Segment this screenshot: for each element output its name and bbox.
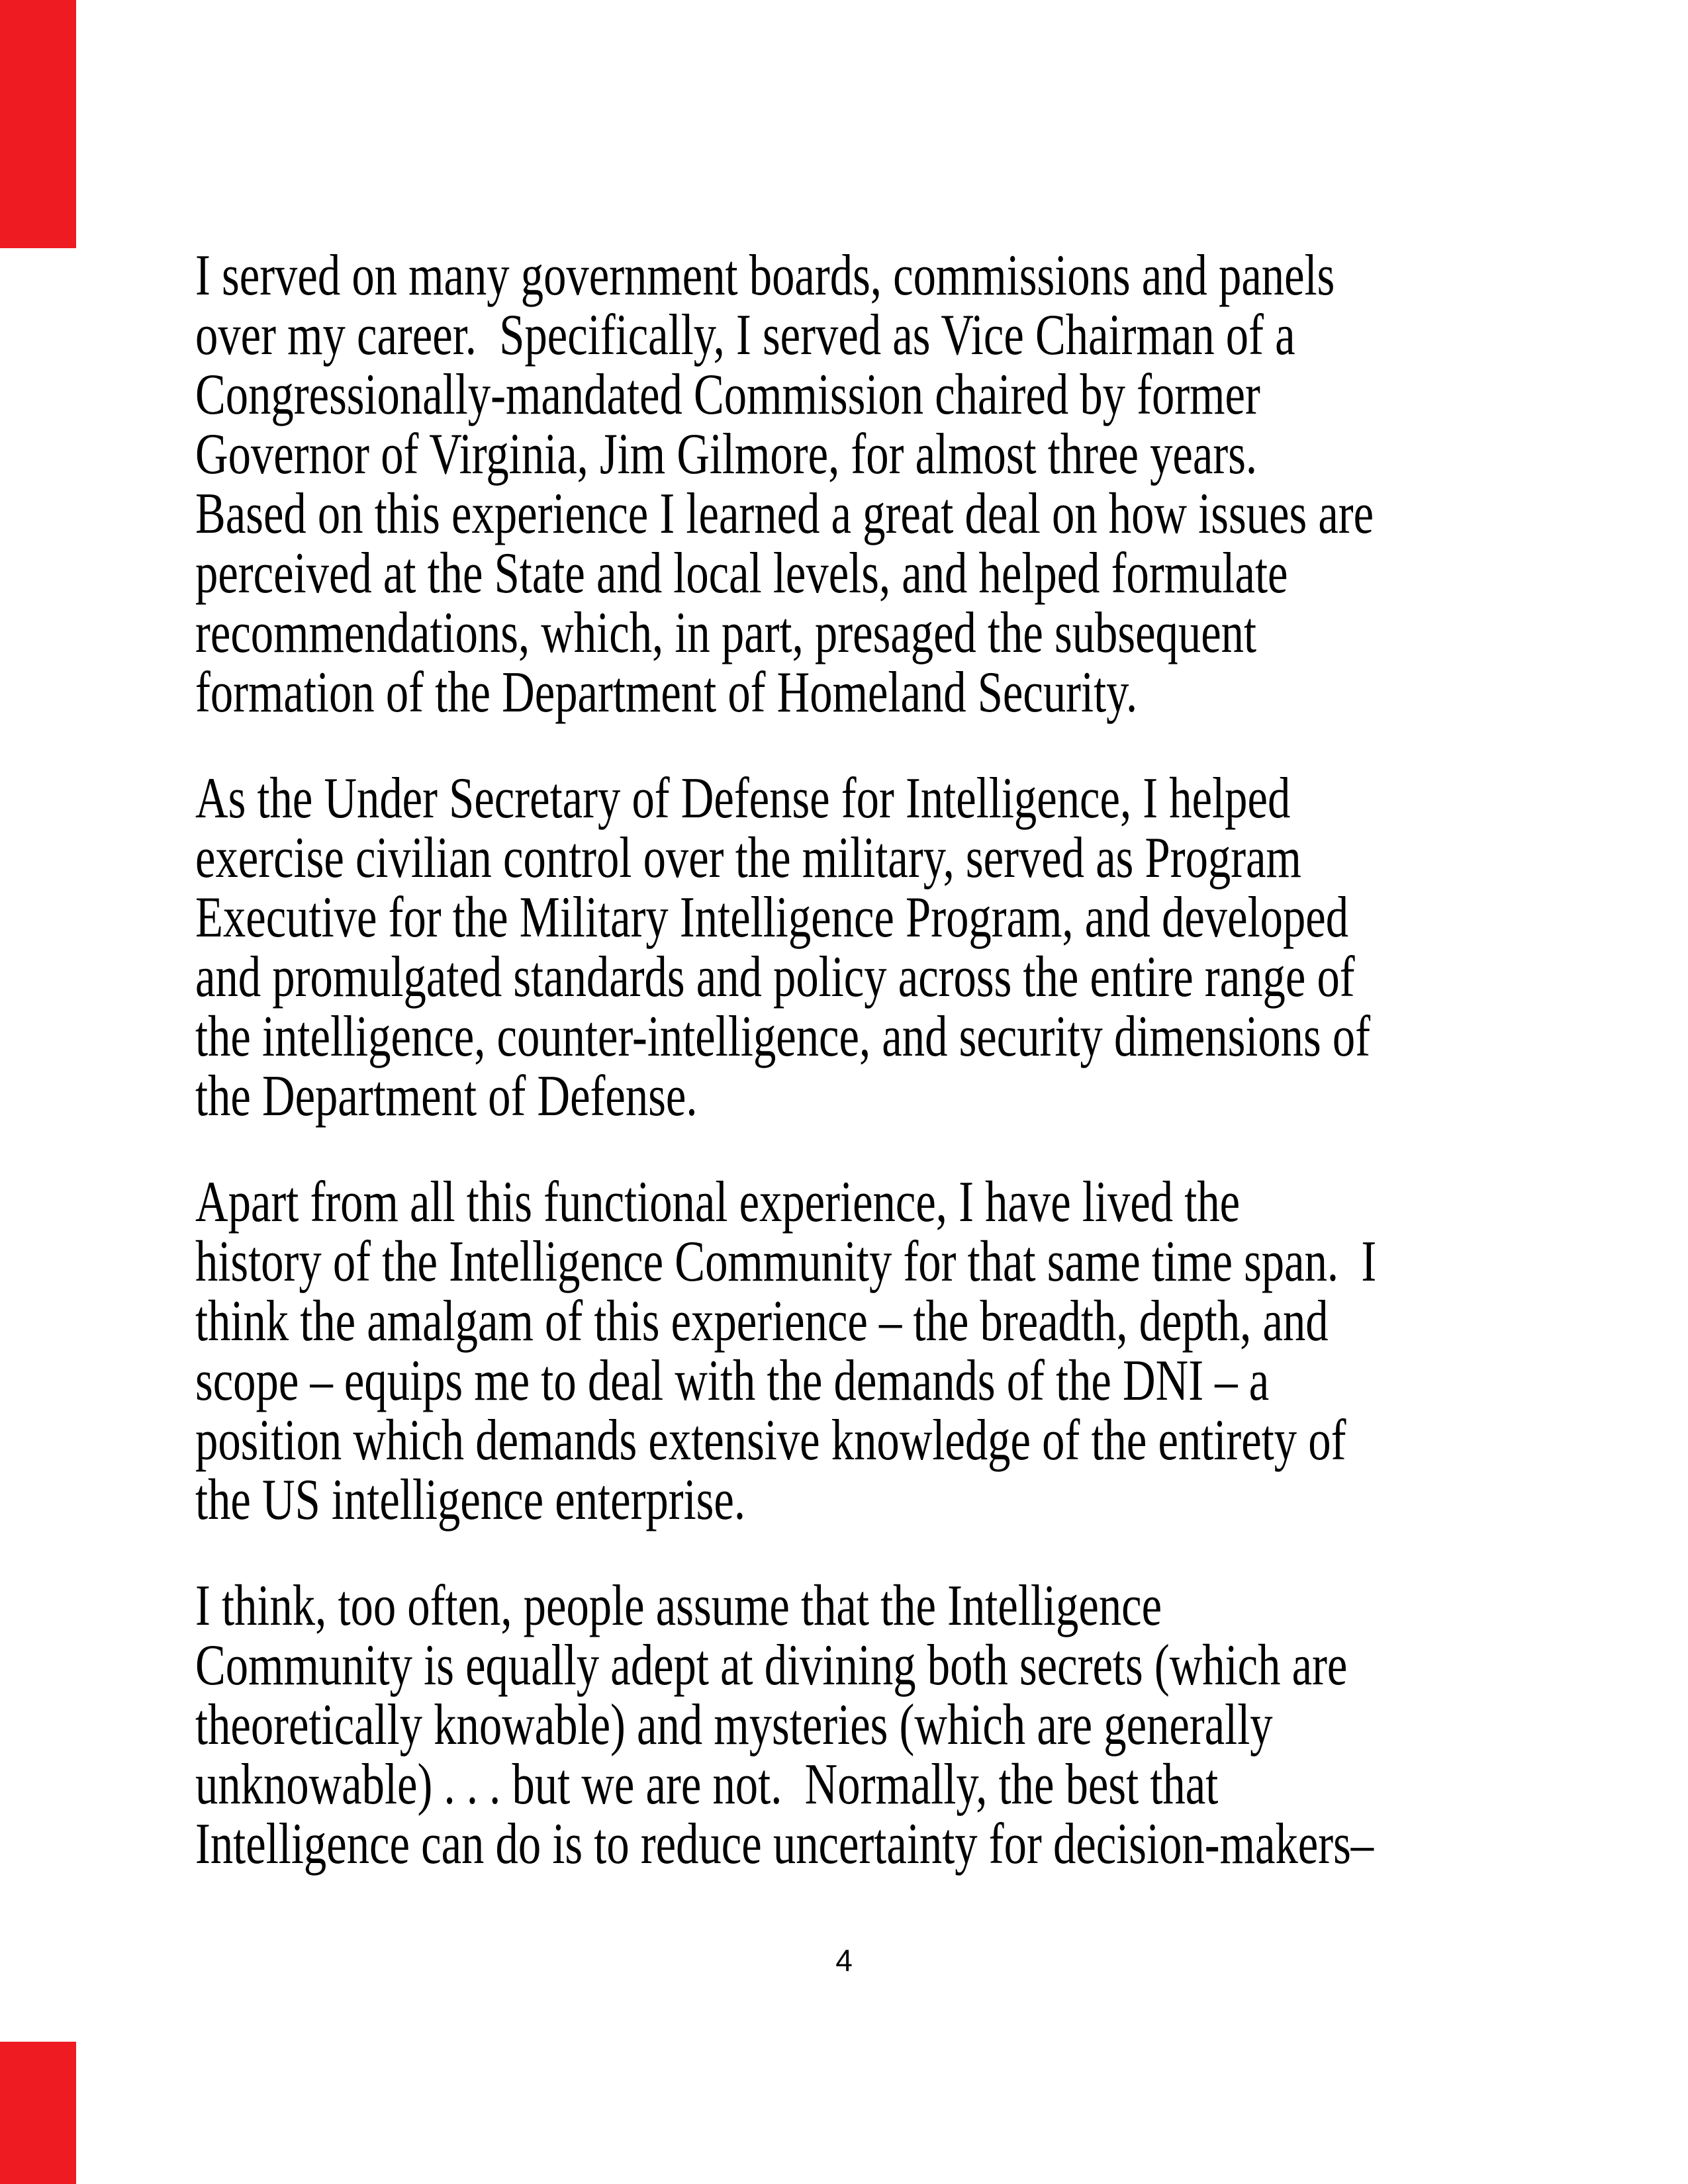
text-line: Community is equally adept at divining both secrets (which are <box>195 1633 1348 1698</box>
text-line: position which demands extensive knowledge of the entirety of <box>195 1408 1346 1473</box>
text-line: unknowable) . . . but we are not. Normally, the best that <box>195 1752 1219 1817</box>
text-line: As the Under Secretary of Defense for Intelligence, I helped <box>195 766 1291 831</box>
text-line: think the amalgam of this experience – the breadth, depth, and <box>195 1289 1329 1353</box>
text-line: Executive for the Military Intelligence Program, and developed <box>195 886 1349 950</box>
text-line: the US intelligence enterprise. <box>195 1468 746 1532</box>
text-line: and promulgated standards and policy across the entire range of <box>195 945 1355 1009</box>
text-line: I think, too often, people assume that the Intelligence <box>195 1574 1162 1638</box>
text-line: recommendations, which, in part, presaged the subsequent <box>195 601 1257 665</box>
text-line: the intelligence, counter-intelligence, and security dimensions of <box>195 1005 1371 1069</box>
text-line: Apart from all this functional experience, I have lived the <box>195 1170 1241 1234</box>
scan-mark-top-left <box>0 0 76 248</box>
text-line: over my career. Specifically, I served as Vice Chairman of a <box>195 303 1295 367</box>
page-number: 4 <box>835 1943 853 1978</box>
text-line: Based on this experience I learned a great deal on how issues are <box>195 482 1374 546</box>
text-line: perceived at the State and local levels, and helped formulate <box>195 541 1288 606</box>
paragraph <box>195 246 1548 723</box>
text-line: formation of the Department of Homeland Security. <box>195 660 1138 725</box>
text-line: the Department of Defense. <box>195 1064 698 1128</box>
text-line: history of the Intelligence Community for that same time span. I <box>195 1230 1377 1294</box>
text-line: Intelligence can do is to reduce uncertainty for decision-makers– <box>195 1812 1374 1876</box>
paragraph <box>195 766 1548 1128</box>
document-body <box>195 246 1548 1921</box>
paragraph <box>195 1170 1548 1532</box>
text-line: theoretically knowable) and mysteries (which are generally <box>195 1693 1273 1757</box>
text-line: Governor of Virginia, Jim Gilmore, for almost three years. <box>195 422 1258 486</box>
text-line: Congressionally-mandated Commission chaired by former <box>195 363 1260 427</box>
paragraph <box>195 1576 1548 1874</box>
text-line: I served on many government boards, commissions and panels <box>195 244 1335 308</box>
text-line: exercise civilian control over the military, served as Program <box>195 826 1301 890</box>
scan-mark-bottom-left <box>0 2042 76 2184</box>
text-line: scope – equips me to deal with the demands of the DNI – a <box>195 1349 1270 1413</box>
